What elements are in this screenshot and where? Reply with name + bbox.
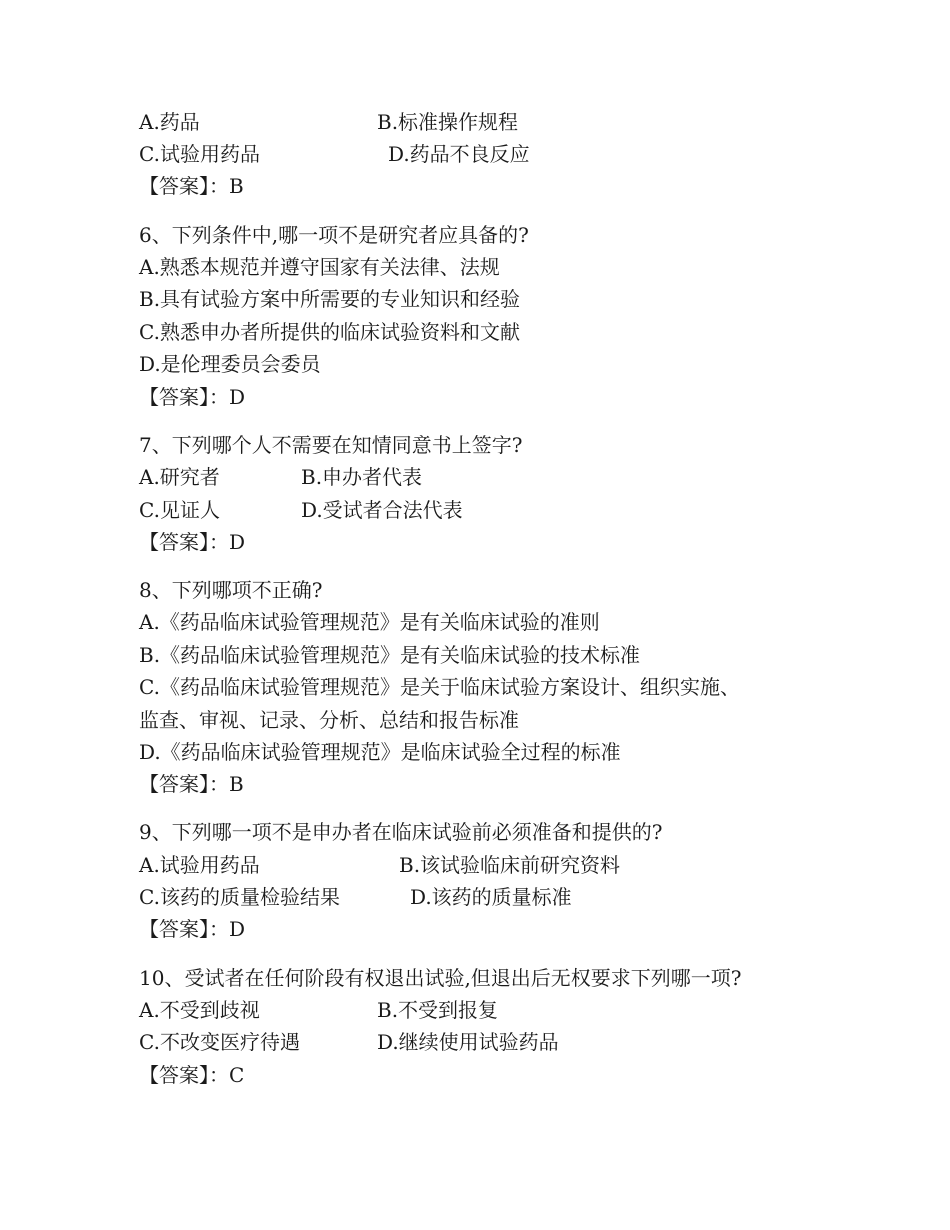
q6-option-b: B.具有试验方案中所需要的专业知识和经验: [139, 287, 521, 311]
q10-question: 10、受试者在任何阶段有权退出试验,但退出后无权要求下列哪一项?: [139, 966, 742, 990]
q7-option-d: D.受试者合法代表: [301, 498, 463, 522]
q10-answer: 【答案】：C: [139, 1063, 245, 1087]
q6-answer: 【答案】：D: [139, 385, 246, 409]
q8-option-a: A.《药品临床试验管理规范》是有关临床试验的准则: [139, 610, 600, 634]
q8-option-b: B.《药品临床试验管理规范》是有关临床试验的技术标准: [139, 643, 641, 667]
q10-option-b: B.不受到报复: [377, 998, 499, 1022]
q7-option-a: A.研究者: [139, 465, 220, 489]
q6-option-c: C.熟悉申办者所提供的临床试验资料和文献: [139, 320, 520, 344]
q9-question: 9、下列哪一项不是申办者在临床试验前必须准备和提供的?: [139, 820, 663, 844]
q7-option-c: C.见证人: [139, 498, 220, 522]
q9-option-c: C.该药的质量检验结果: [139, 885, 340, 909]
q8-option-c: C.《药品临床试验管理规范》是关于临床试验方案设计、组织实施、: [139, 675, 740, 699]
q9-option-b: B.该试验临床前研究资料: [399, 853, 621, 877]
q6-option-a: A.熟悉本规范并遵守国家有关法律、法规: [139, 255, 500, 279]
q5-option-a: A.药品: [139, 110, 200, 134]
q10-option-d: D.继续使用试验药品: [377, 1030, 559, 1054]
q7-question: 7、下列哪个人不需要在知情同意书上签字?: [139, 433, 523, 457]
q7-answer: 【答案】：D: [139, 530, 246, 554]
q5-answer: 【答案】：B: [139, 174, 244, 198]
q8-option-d: D.《药品临床试验管理规范》是临床试验全过程的标准: [139, 740, 621, 764]
q5-option-d: D.药品不良反应: [388, 142, 530, 166]
q8-answer: 【答案】：B: [139, 772, 244, 796]
q10-option-c: C.不改变医疗待遇: [139, 1030, 300, 1054]
q6-option-d: D.是伦理委员会委员: [139, 352, 321, 376]
q6-question: 6、下列条件中,哪一项不是研究者应具备的?: [139, 223, 529, 247]
q7-option-b: B.申办者代表: [301, 465, 423, 489]
q8-question: 8、下列哪项不正确?: [139, 578, 323, 602]
q9-option-d: D.该药的质量标准: [410, 885, 572, 909]
q9-option-a: A.试验用药品: [139, 853, 260, 877]
q5-option-c: C.试验用药品: [139, 142, 260, 166]
q10-option-a: A.不受到歧视: [139, 998, 260, 1022]
q9-answer: 【答案】：D: [139, 917, 246, 941]
q8-option-c-continued: 监查、审视、记录、分析、总结和报告标准: [139, 708, 519, 732]
q5-option-b: B.标准操作规程: [377, 110, 519, 134]
